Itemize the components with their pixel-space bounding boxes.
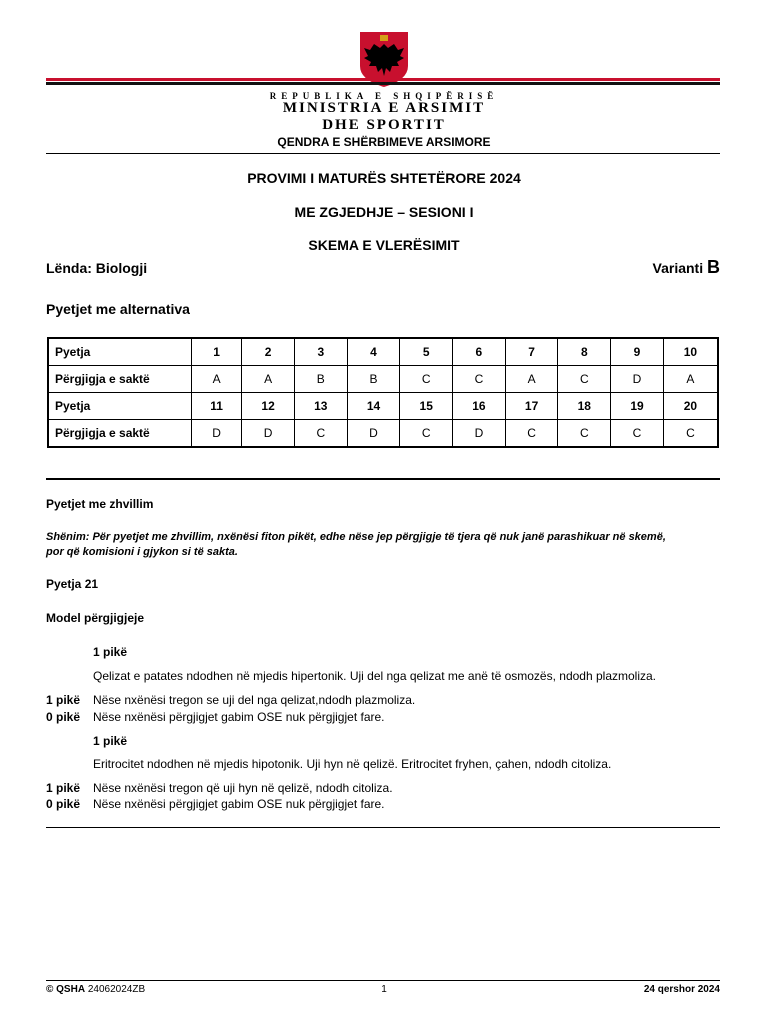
answer-cell: D xyxy=(347,420,400,448)
question-number: 14 xyxy=(347,393,400,420)
part-1-points-title: 1 pikë xyxy=(93,645,128,659)
part-2-criterion-2-text: Nëse nxënësi përgjigjet gabim OSE nuk përgjigjet fare. xyxy=(93,797,385,811)
part-2-criterion-2-points: 0 pikë xyxy=(46,797,81,811)
table-row xyxy=(48,366,718,393)
answer-cell: C xyxy=(558,366,611,393)
part-2-criterion-1-points: 1 pikë xyxy=(46,781,81,795)
header-divider xyxy=(46,153,720,154)
part-2-criterion-1-text: Nëse nxënësi tregon që uji hyn në qelizë, ndodh citoliza. xyxy=(93,781,393,795)
question-number: 15 xyxy=(400,393,453,420)
answer-cell: D xyxy=(192,420,242,448)
question-number: 13 xyxy=(294,393,347,420)
question-number: 18 xyxy=(558,393,611,420)
answer-cell: B xyxy=(294,366,347,393)
part-1-criterion-2-text: Nëse nxënësi përgjigjet gabim OSE nuk përgjigjet fare. xyxy=(93,710,385,724)
part-1-answer: Qelizat e patates ndodhen në mjedis hipertonik. Uji del nga qelizat me anë të osmozës, ndodh plazmoliza. xyxy=(93,669,656,683)
answer-cell: C xyxy=(294,420,347,448)
open-questions-heading: Pyetjet me zhvillim xyxy=(46,497,154,511)
scoring-note xyxy=(46,530,722,560)
answer-cell: C xyxy=(505,420,558,448)
page-number: 1 xyxy=(381,984,387,995)
question-number: 4 xyxy=(347,338,400,366)
part-1-criterion-2-points: 0 pikë xyxy=(46,710,81,724)
variant-value: B xyxy=(707,257,720,277)
answer-cell: C xyxy=(453,366,506,393)
variant-text: Varianti xyxy=(652,260,704,276)
session-title: ME ZGJEDHJE – SESIONI I xyxy=(294,204,474,220)
answer-cell: A xyxy=(663,366,718,393)
part-1-criterion-1-text: Nëse nxënësi tregon se uji del nga qelizat,ndodh plazmoliza. xyxy=(93,693,416,707)
ministry-name xyxy=(0,100,768,134)
part-1-criterion-1-points: 1 pikë xyxy=(46,693,81,707)
answer-label: Përgjigja e saktë xyxy=(48,366,192,393)
answer-cell: A xyxy=(242,366,295,393)
footer-date: 24 qershor 2024 xyxy=(643,984,720,995)
part-2-answer: Eritrocitet ndodhen në mjedis hipotonik. Uji hyn në qelizë. Eritrocitet fryhen, çahen, ndodh citoliza. xyxy=(93,757,612,771)
question-number: 9 xyxy=(611,338,664,366)
exam-title: PROVIMI I MATURËS SHTETËRORE 2024 xyxy=(247,170,521,186)
table-row xyxy=(48,393,718,420)
answer-cell: D xyxy=(611,366,664,393)
answer-cell: C xyxy=(663,420,718,448)
subject-label: Lënda: Biologji xyxy=(46,260,148,276)
answer-label: Përgjigja e saktë xyxy=(48,420,192,448)
answer-cell: C xyxy=(611,420,664,448)
footer-code-bold: QSHA xyxy=(56,984,86,995)
section-divider xyxy=(46,478,720,480)
question-label: Pyetja xyxy=(48,393,192,420)
question-number: 3 xyxy=(294,338,347,366)
question-number: 1 xyxy=(192,338,242,366)
model-answer-title: Model përgjigjeje xyxy=(46,611,145,625)
answer-cell: C xyxy=(400,366,453,393)
question-number: 12 xyxy=(242,393,295,420)
republic-name: REPUBLIKA E SHQIPËRISË xyxy=(269,91,499,101)
table-row xyxy=(48,338,718,366)
answer-key-table xyxy=(47,337,719,448)
scoring-note-line-1: Shënim: Për pyetjet me zhvillim, nxënësi fiton pikët, edhe nëse jep përgjigje të tjera që nuk janë parashikuar në skemë, xyxy=(46,531,666,543)
question-number: 5 xyxy=(400,338,453,366)
question-number: 16 xyxy=(453,393,506,420)
question-number: 2 xyxy=(242,338,295,366)
question-label: Pyetja xyxy=(48,338,192,366)
variant-label xyxy=(653,257,720,278)
table-row xyxy=(48,420,718,448)
answer-cell: D xyxy=(242,420,295,448)
ministry-line-1: MINISTRIA E ARSIMIT xyxy=(282,100,486,116)
question-number: 10 xyxy=(663,338,718,366)
answer-cell: A xyxy=(505,366,558,393)
part-2-points-title: 1 pikë xyxy=(93,734,128,748)
footer-code-number: 24062024ZB xyxy=(87,984,146,995)
ministry-line-2: DHE SPORTIT xyxy=(322,117,446,133)
question-number: 8 xyxy=(558,338,611,366)
multiple-choice-heading: Pyetjet me alternativa xyxy=(46,301,190,317)
end-divider xyxy=(46,827,720,828)
answer-cell: C xyxy=(558,420,611,448)
question-21-title: Pyetja 21 xyxy=(46,577,99,591)
header-stripe-black xyxy=(46,82,720,85)
footer-divider xyxy=(46,980,720,981)
scheme-title: SKEMA E VLERËSIMIT xyxy=(308,237,460,253)
question-number: 20 xyxy=(663,393,718,420)
center-name: QENDRA E SHËRBIMEVE ARSIMORE xyxy=(277,135,491,149)
question-number: 17 xyxy=(505,393,558,420)
question-number: 6 xyxy=(453,338,506,366)
answer-cell: B xyxy=(347,366,400,393)
question-number: 7 xyxy=(505,338,558,366)
question-number: 11 xyxy=(192,393,242,420)
question-number: 19 xyxy=(611,393,664,420)
header-stripe-red xyxy=(46,78,720,81)
copyright-symbol: © xyxy=(46,984,54,995)
scoring-note-line-2: por që komisioni i gjykon si të sakta. xyxy=(46,546,238,558)
answer-cell: A xyxy=(192,366,242,393)
answer-cell: D xyxy=(453,420,506,448)
answer-cell: C xyxy=(400,420,453,448)
